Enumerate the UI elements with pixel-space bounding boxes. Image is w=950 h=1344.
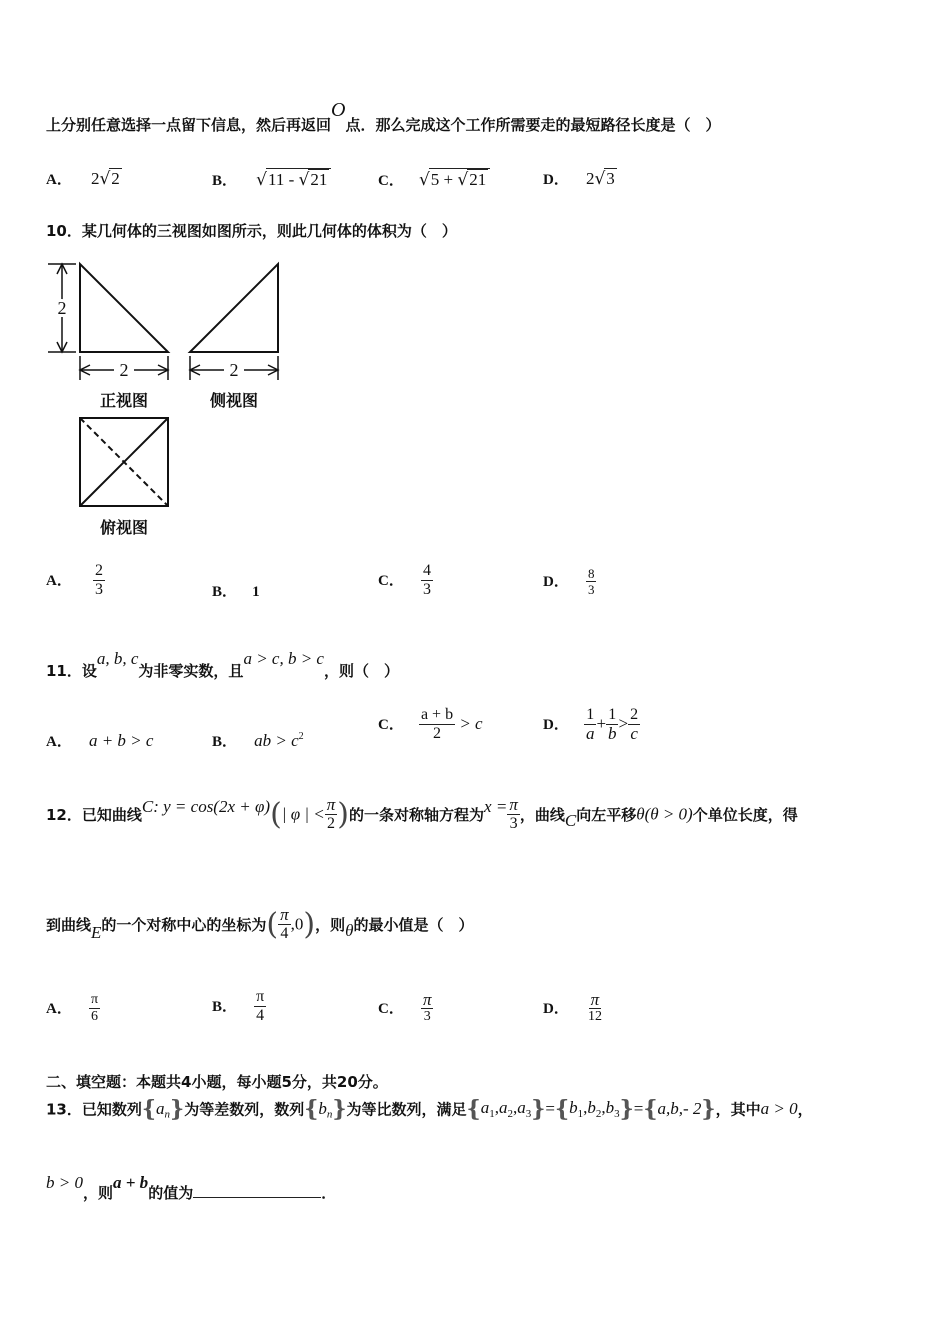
top-view-caption: 俯视图 [99, 518, 149, 537]
q10-option-d: D． $\frac{8}{3}$ [543, 566, 595, 597]
side-view-triangle [190, 264, 278, 352]
set-a: $a_1,a_2,a_3$ [480, 1098, 532, 1120]
option-label: D． [543, 717, 569, 733]
option-label: B． [212, 584, 238, 600]
option-label: A． [46, 172, 72, 188]
option-label: C． [378, 573, 404, 589]
three-view-figure [40, 256, 300, 546]
option-label: A． [46, 734, 72, 750]
dim-front-width: 2 [119, 360, 129, 380]
q9-stem-text-a: 上分别任意选择一点留下信息，然后再返回 [46, 116, 332, 134]
front-view-triangle [80, 264, 168, 352]
dim-height: 2 [57, 298, 67, 318]
q9-option-d: D． 2√3 [543, 169, 615, 189]
q12-option-b: B． $\frac{\pi}{4}$ [212, 988, 265, 1024]
q11-option-a: A． a + b > c [46, 731, 154, 750]
side-view-caption: 侧视图 [209, 391, 259, 410]
option-label: B． [212, 734, 238, 750]
set-b: $b_1,b_2,b_3$ [569, 1098, 620, 1120]
q11-option-c: C． $\frac{a + b}{2}$ > c [378, 706, 483, 742]
q12-option-a: A． $\frac{\pi}{6}$ [46, 992, 99, 1024]
option-label: D． [543, 172, 569, 188]
section-title: 二、填空题：本题共4小题，每小题5分，共20分。 [46, 1073, 388, 1091]
q10-option-c: C． $\frac{4}{3}$ [378, 562, 431, 598]
q10-option-b: B． 1 [212, 584, 260, 600]
q12-option-c: C． $\frac{\pi}{3}$ [378, 990, 432, 1024]
option-label: D． [543, 574, 569, 590]
q10-option-a: A． $\frac{2}{3}$ [46, 562, 103, 598]
q11-option-b: B． ab > $c^2$ [212, 731, 304, 750]
q9-point-o: O [331, 99, 346, 121]
dim-side-width: 2 [229, 360, 239, 380]
option-label: C． [378, 717, 404, 733]
option-label: B． [212, 173, 238, 189]
q12-stem-line2: 到曲线E的一个对称中心的坐标为( $\frac{\pi}{4}$ ,0)，则θ的最小值是（ ） [46, 905, 474, 942]
q13-stem-line2: b > 0，则a + b的值为 ． [46, 1173, 337, 1202]
q13-stem-line1: 13．已知数列$\{a_n\}$为等差数列，数列$\{b_n\}$为等比数列，满足$\{a_1,a_2,a_3\}=\{b_1,b_2,b_3\}=\{a,b,-$ 2}，其中a > 0， [46, 1096, 813, 1122]
option-label: D． [543, 1001, 569, 1017]
q11-option-d: D． $\frac{1}{a}$ + $\frac{1}{b}$ > $\frac{2}{c}$ [543, 706, 639, 743]
q9-stem-text-b: 点．那么完成这个工作所需要走的最短路径长度是（ ） [345, 116, 721, 134]
option-label: B． [212, 999, 238, 1015]
option-label: A． [46, 573, 72, 589]
q9-stem-line [46, 99, 721, 136]
q9-option-a: A． 2√2 [46, 169, 120, 189]
front-view-caption: 正视图 [99, 391, 149, 410]
q12-option-d: D． $\frac{\pi}{12}$ [543, 990, 602, 1024]
option-label: C． [378, 173, 404, 189]
answer-blank[interactable] [193, 1183, 321, 1198]
q9-option-c: C． √5 + √21 [378, 168, 490, 190]
option-label: A． [46, 1001, 72, 1017]
option-label: C． [378, 1001, 404, 1017]
q11-stem: 11．设a, b, c为非零实数，且a > c, b > c，则（ ） [46, 649, 399, 680]
q10-stem: 10．某几何体的三视图如图所示，则此几何体的体积为（ ） [46, 222, 457, 240]
q12-stem-line1: 12．已知曲线C: y = cos(2x + φ)(| φ | < $\frac{\pi}{2}$ )的一条对称轴方程为x = $\frac{\pi}{3}$ ，曲线C向左平移θ(θ > 0)个单位长度，得 [46, 795, 798, 832]
q9-option-b: B． √11 - √21 [212, 168, 331, 190]
